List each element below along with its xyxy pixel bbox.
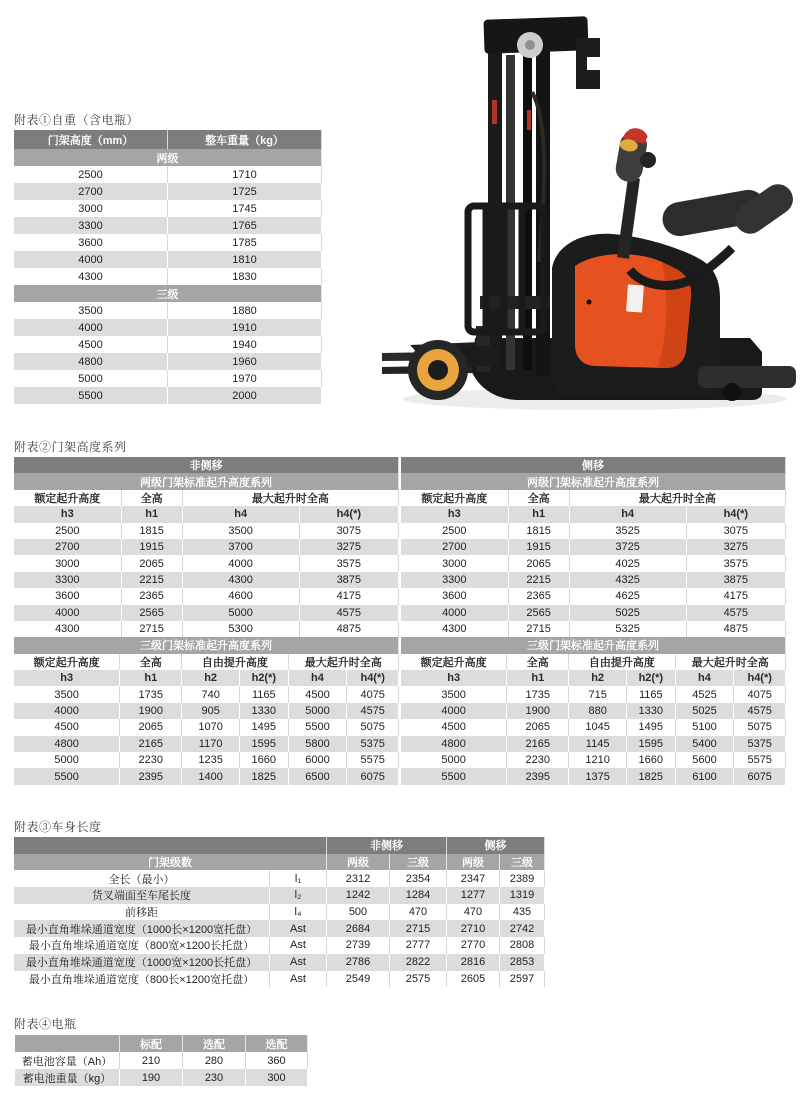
table-cell: 5300 xyxy=(183,621,300,637)
table-cell: 5000 xyxy=(401,752,507,768)
table-cell: 4075 xyxy=(734,686,786,702)
table-cell: 6100 xyxy=(676,768,735,784)
column-header: 选配 xyxy=(183,1035,246,1052)
column-header: h2(*) xyxy=(627,670,676,686)
table-cell: 4300 xyxy=(14,621,122,637)
table-cell: 2365 xyxy=(509,588,570,604)
table-cell: 4025 xyxy=(570,555,687,571)
table-cell: 880 xyxy=(569,703,627,719)
table-cell: 1940 xyxy=(168,336,322,353)
table-cell: 2565 xyxy=(509,605,570,621)
table3-caption: 附表③车身长度 xyxy=(14,820,102,834)
column-header: 门架高度（mm） xyxy=(14,130,168,149)
column-header: 整车重量（kg） xyxy=(168,130,322,149)
table4-caption: 附表④电瓶 xyxy=(14,1017,77,1031)
row-symbol: l₁ xyxy=(270,870,327,887)
table-cell: 3525 xyxy=(570,523,687,539)
row-label: 蓄电池容量（Ah） xyxy=(15,1052,120,1069)
table-cell: 2684 xyxy=(327,920,390,937)
table-cell: 5025 xyxy=(676,703,735,719)
table-cell: 4500 xyxy=(401,719,507,735)
table-cell: 4525 xyxy=(676,686,735,702)
table-cell: 4800 xyxy=(14,353,168,370)
table-cell: 1710 xyxy=(168,166,322,183)
column-group-header: 自由提升高度 xyxy=(569,654,675,670)
column-header: h2(*) xyxy=(240,670,289,686)
table-cell: 2065 xyxy=(122,555,183,571)
table-cell: 4000 xyxy=(183,555,300,571)
table-cell: 2389 xyxy=(500,870,545,887)
table-cell: 4875 xyxy=(300,621,399,637)
table-cell: 5400 xyxy=(676,736,735,752)
table-cell: 2065 xyxy=(120,719,182,735)
table-cell: 4000 xyxy=(14,319,168,336)
row-label: 最小直角堆垛通道宽度（800宽×1200长托盘） xyxy=(14,937,270,954)
table-cell: 2739 xyxy=(327,937,390,954)
table-cell: 1660 xyxy=(240,752,289,768)
mast-height-series-table xyxy=(14,457,786,785)
self-weight-table xyxy=(14,130,322,404)
table-cell: 5375 xyxy=(347,736,399,752)
table-cell: 3000 xyxy=(14,200,168,217)
column-group-header: 全高 xyxy=(122,490,183,506)
table-cell: 1319 xyxy=(500,887,545,904)
column-header: h4(*) xyxy=(347,670,399,686)
table-cell: 2816 xyxy=(447,954,500,971)
table-cell: 4575 xyxy=(687,605,786,621)
column-group-header: 非侧移 xyxy=(327,837,447,854)
table-cell: 4000 xyxy=(14,703,120,719)
table-cell: 2395 xyxy=(507,768,569,784)
column-header: 两级 xyxy=(447,854,500,871)
table-cell: 3075 xyxy=(300,523,399,539)
table-cell: 905 xyxy=(182,703,240,719)
load-backrest xyxy=(468,206,544,332)
column-header: 三级 xyxy=(500,854,545,871)
table-cell: 1070 xyxy=(182,719,240,735)
table-cell: 6075 xyxy=(347,768,399,784)
table-cell: 3275 xyxy=(300,539,399,555)
column-group-header: 额定起升高度 xyxy=(401,654,507,670)
column-group-header: 全高 xyxy=(507,654,569,670)
table-cell: 2742 xyxy=(500,920,545,937)
table-cell: 1165 xyxy=(240,686,289,702)
column-header: h1 xyxy=(509,506,570,522)
table-cell: 6500 xyxy=(289,768,348,784)
table-cell: 2347 xyxy=(447,870,500,887)
table-cell: 1915 xyxy=(509,539,570,555)
row-label: 全长（最小） xyxy=(14,870,270,887)
table-cell: 4500 xyxy=(289,686,348,702)
table-cell: 360 xyxy=(246,1052,308,1069)
table-cell: 210 xyxy=(120,1052,183,1069)
table-cell: 2500 xyxy=(14,523,122,539)
row-label: 最小直角堆垛通道宽度（800长×1200宽托盘） xyxy=(14,971,270,988)
column-header: h4(*) xyxy=(300,506,399,522)
table-cell: 280 xyxy=(183,1052,246,1069)
mast-grid xyxy=(14,654,399,785)
table-cell: 1815 xyxy=(122,523,183,539)
column-header: 三级 xyxy=(390,854,447,871)
table-cell: 5575 xyxy=(734,752,786,768)
table-cell: 5575 xyxy=(347,752,399,768)
column-header: h4 xyxy=(289,670,348,686)
table-cell: 5075 xyxy=(347,719,399,735)
table-cell: 3600 xyxy=(14,234,168,251)
row-symbol: Ast xyxy=(270,920,327,937)
table-cell: 4575 xyxy=(347,703,399,719)
table-cell: 3600 xyxy=(14,588,122,604)
mast-grid xyxy=(14,490,399,638)
table-cell: 1785 xyxy=(168,234,322,251)
column-group-header: 侧移 xyxy=(447,837,545,854)
table-cell: 2575 xyxy=(390,971,447,988)
table-cell: 3300 xyxy=(14,217,168,234)
column-group-header: 自由提升高度 xyxy=(182,654,288,670)
table-cell: 2500 xyxy=(401,523,509,539)
table-cell: 3875 xyxy=(300,572,399,588)
column-header: h2 xyxy=(569,670,627,686)
row-label: 前移距 xyxy=(14,904,270,921)
body-length-table xyxy=(14,837,545,987)
table-cell: 2777 xyxy=(390,937,447,954)
row-symbol: Ast xyxy=(270,937,327,954)
table-cell: 1830 xyxy=(168,268,322,285)
table-cell: 3000 xyxy=(14,555,122,571)
table-cell: 1915 xyxy=(122,539,183,555)
table-cell: 1165 xyxy=(627,686,676,702)
table-cell: 3700 xyxy=(183,539,300,555)
section-subtitle: 三级门架标准起升高度系列 xyxy=(401,637,786,653)
column-group-header: 额定起升高度 xyxy=(14,490,122,506)
table-cell: 1495 xyxy=(627,719,676,735)
table-cell: 5500 xyxy=(289,719,348,735)
table-cell: 1970 xyxy=(168,370,322,387)
section-title: 侧移 xyxy=(401,457,786,473)
header-spacer xyxy=(15,1035,120,1052)
column-header: 选配 xyxy=(246,1035,308,1052)
table-cell: 1880 xyxy=(168,302,322,319)
table-cell: 5375 xyxy=(734,736,786,752)
column-group-header: 额定起升高度 xyxy=(401,490,509,506)
section-subtitle: 三级门架标准起升高度系列 xyxy=(14,637,399,653)
table-cell: 2312 xyxy=(327,870,390,887)
table-cell: 3600 xyxy=(401,588,509,604)
row-symbol: l₂ xyxy=(270,887,327,904)
table-cell: 1170 xyxy=(182,736,240,752)
truck-body xyxy=(552,234,720,398)
table-cell: 4500 xyxy=(14,336,168,353)
column-header: h3 xyxy=(14,506,122,522)
table-cell: 4575 xyxy=(734,703,786,719)
row-label: 最小直角堆垛通道宽度（1000长×1200宽托盘） xyxy=(14,920,270,937)
table-cell: 2365 xyxy=(122,588,183,604)
table-cell: 4875 xyxy=(687,621,786,637)
table-cell: 2549 xyxy=(327,971,390,988)
table-cell: 1825 xyxy=(627,768,676,784)
table-cell: 4300 xyxy=(401,621,509,637)
table-cell: 1145 xyxy=(569,736,627,752)
table-cell: 470 xyxy=(390,904,447,921)
section-title: 非侧移 xyxy=(14,457,399,473)
table-cell: 2215 xyxy=(122,572,183,588)
table-cell: 3300 xyxy=(401,572,509,588)
column-group-header: 最大起升时全高 xyxy=(570,490,786,506)
table-cell: 2605 xyxy=(447,971,500,988)
table-cell: 5075 xyxy=(734,719,786,735)
table-cell: 1660 xyxy=(627,752,676,768)
table-cell: 2565 xyxy=(122,605,183,621)
table-cell: 5100 xyxy=(676,719,735,735)
table-cell: 1045 xyxy=(569,719,627,735)
mast-table-half xyxy=(401,457,786,785)
table-cell: 2000 xyxy=(168,387,322,404)
table-cell: 1595 xyxy=(240,736,289,752)
table-cell: 2354 xyxy=(390,870,447,887)
table-cell: 2715 xyxy=(390,920,447,937)
table-cell: 1235 xyxy=(182,752,240,768)
header-spacer xyxy=(14,837,327,854)
table-cell: 5000 xyxy=(14,752,120,768)
table-cell: 4000 xyxy=(14,605,122,621)
table-cell: 2700 xyxy=(14,539,122,555)
group-header: 三级 xyxy=(14,285,322,302)
table-cell: 4600 xyxy=(183,588,300,604)
table-cell: 1375 xyxy=(569,768,627,784)
column-header: h4 xyxy=(676,670,735,686)
mast-grid xyxy=(401,490,786,638)
table-cell: 4000 xyxy=(401,703,507,719)
table-cell: 1284 xyxy=(390,887,447,904)
table-cell: 715 xyxy=(569,686,627,702)
mast-table-half xyxy=(14,457,399,785)
table-cell: 2808 xyxy=(500,937,545,954)
table-cell: 2500 xyxy=(14,166,168,183)
table-cell: 6075 xyxy=(734,768,786,784)
table-cell: 4800 xyxy=(14,736,120,752)
table-cell: 1210 xyxy=(569,752,627,768)
table-cell: 3300 xyxy=(14,572,122,588)
column-header: h2 xyxy=(182,670,240,686)
table2-caption: 附表②门架高度系列 xyxy=(14,440,127,454)
table-cell: 1330 xyxy=(627,703,676,719)
table-cell: 1735 xyxy=(120,686,182,702)
column-header: h4(*) xyxy=(734,670,786,686)
table-cell: 2065 xyxy=(507,719,569,735)
table-cell: 1330 xyxy=(240,703,289,719)
table-cell: 3500 xyxy=(14,686,120,702)
table-cell: 4300 xyxy=(14,268,168,285)
table-cell: 5000 xyxy=(183,605,300,621)
table-cell: 4800 xyxy=(401,736,507,752)
table-cell: 5800 xyxy=(289,736,348,752)
column-group-header: 最大起升时全高 xyxy=(676,654,786,670)
column-header: h3 xyxy=(401,506,509,522)
table-cell: 3875 xyxy=(687,572,786,588)
table-cell: 1495 xyxy=(240,719,289,735)
table-cell: 470 xyxy=(447,904,500,921)
table-cell: 1745 xyxy=(168,200,322,217)
section-subtitle: 两级门架标准起升高度系列 xyxy=(14,473,399,489)
table-cell: 2215 xyxy=(509,572,570,588)
table-cell: 3075 xyxy=(687,523,786,539)
column-header: h1 xyxy=(507,670,569,686)
table-cell: 4500 xyxy=(14,719,120,735)
table-cell: 2710 xyxy=(447,920,500,937)
column-group-header: 全高 xyxy=(509,490,570,506)
column-header: h1 xyxy=(122,506,183,522)
table-cell: 1960 xyxy=(168,353,322,370)
table-cell: 5000 xyxy=(289,703,348,719)
table-cell: 1825 xyxy=(240,768,289,784)
table-cell: 2822 xyxy=(390,954,447,971)
table-cell: 5500 xyxy=(401,768,507,784)
table-cell: 2597 xyxy=(500,971,545,988)
table-cell: 3500 xyxy=(401,686,507,702)
table-cell: 4000 xyxy=(14,251,168,268)
table-cell: 3000 xyxy=(401,555,509,571)
table-cell: 5025 xyxy=(570,605,687,621)
column-header: h3 xyxy=(14,670,120,686)
table-cell: 1725 xyxy=(168,183,322,200)
table-cell: 4575 xyxy=(300,605,399,621)
row-label: 最小直角堆垛通道宽度（1000宽×1200长托盘） xyxy=(14,954,270,971)
column-header: h1 xyxy=(120,670,182,686)
table-cell: 1242 xyxy=(327,887,390,904)
column-group-header: 额定起升高度 xyxy=(14,654,120,670)
table-cell: 5000 xyxy=(14,370,168,387)
table1-caption: 附表①自重（含电瓶） xyxy=(14,113,140,127)
table-cell: 2770 xyxy=(447,937,500,954)
column-header: 两级 xyxy=(327,854,390,871)
column-header: h3 xyxy=(401,670,507,686)
table-cell: 1810 xyxy=(168,251,322,268)
column-header: 门架级数 xyxy=(14,854,327,871)
table-cell: 2230 xyxy=(120,752,182,768)
table-cell: 3575 xyxy=(300,555,399,571)
table-cell: 1900 xyxy=(507,703,569,719)
table-cell: 4075 xyxy=(347,686,399,702)
table-cell: 3500 xyxy=(183,523,300,539)
table-cell: 5500 xyxy=(14,387,168,404)
column-header: h4(*) xyxy=(687,506,786,522)
column-group-header: 最大起升时全高 xyxy=(183,490,399,506)
table-cell: 1815 xyxy=(509,523,570,539)
table-cell: 1910 xyxy=(168,319,322,336)
table-cell: 5600 xyxy=(676,752,735,768)
table-cell: 300 xyxy=(246,1069,308,1086)
table-cell: 2715 xyxy=(509,621,570,637)
table-cell: 190 xyxy=(120,1069,183,1086)
table-cell: 4300 xyxy=(183,572,300,588)
row-symbol: Ast xyxy=(270,954,327,971)
group-header: 两级 xyxy=(14,149,322,166)
table-cell: 2395 xyxy=(120,768,182,784)
table-cell: 500 xyxy=(327,904,390,921)
table-cell: 2230 xyxy=(507,752,569,768)
reach-truck-photo xyxy=(380,0,800,420)
column-header: h4 xyxy=(183,506,300,522)
section-subtitle: 两级门架标准起升高度系列 xyxy=(401,473,786,489)
table-cell: 4325 xyxy=(570,572,687,588)
table-cell: 1277 xyxy=(447,887,500,904)
table-cell: 2065 xyxy=(509,555,570,571)
table-cell: 3725 xyxy=(570,539,687,555)
table-cell: 2853 xyxy=(500,954,545,971)
table-cell: 1900 xyxy=(120,703,182,719)
table-cell: 2700 xyxy=(401,539,509,555)
table-cell: 2715 xyxy=(122,621,183,637)
table-cell: 2786 xyxy=(327,954,390,971)
table-cell: 5325 xyxy=(570,621,687,637)
table-cell: 3275 xyxy=(687,539,786,555)
column-header: 标配 xyxy=(120,1035,183,1052)
table-cell: 3500 xyxy=(14,302,168,319)
battery-table xyxy=(15,1035,308,1086)
table-cell: 1735 xyxy=(507,686,569,702)
row-symbol: l₄ xyxy=(270,904,327,921)
row-label: 货叉端面至车尾长度 xyxy=(14,887,270,904)
table-cell: 4175 xyxy=(300,588,399,604)
column-header: h4 xyxy=(570,506,687,522)
table-cell: 4625 xyxy=(570,588,687,604)
table-cell: 1400 xyxy=(182,768,240,784)
column-group-header: 最大起升时全高 xyxy=(289,654,399,670)
table-cell: 6000 xyxy=(289,752,348,768)
table-cell: 4000 xyxy=(401,605,509,621)
mast-grid xyxy=(401,654,786,785)
table-cell: 435 xyxy=(500,904,545,921)
column-group-header: 全高 xyxy=(120,654,182,670)
row-symbol: Ast xyxy=(270,971,327,988)
table-cell: 5500 xyxy=(14,768,120,784)
table-cell: 2700 xyxy=(14,183,168,200)
table-cell: 1595 xyxy=(627,736,676,752)
table-cell: 4175 xyxy=(687,588,786,604)
table-cell: 2165 xyxy=(507,736,569,752)
table-cell: 2165 xyxy=(120,736,182,752)
row-label: 蓄电池重量（kg） xyxy=(15,1069,120,1086)
table-cell: 230 xyxy=(183,1069,246,1086)
table-cell: 740 xyxy=(182,686,240,702)
table-cell: 3575 xyxy=(687,555,786,571)
table-cell: 1765 xyxy=(168,217,322,234)
